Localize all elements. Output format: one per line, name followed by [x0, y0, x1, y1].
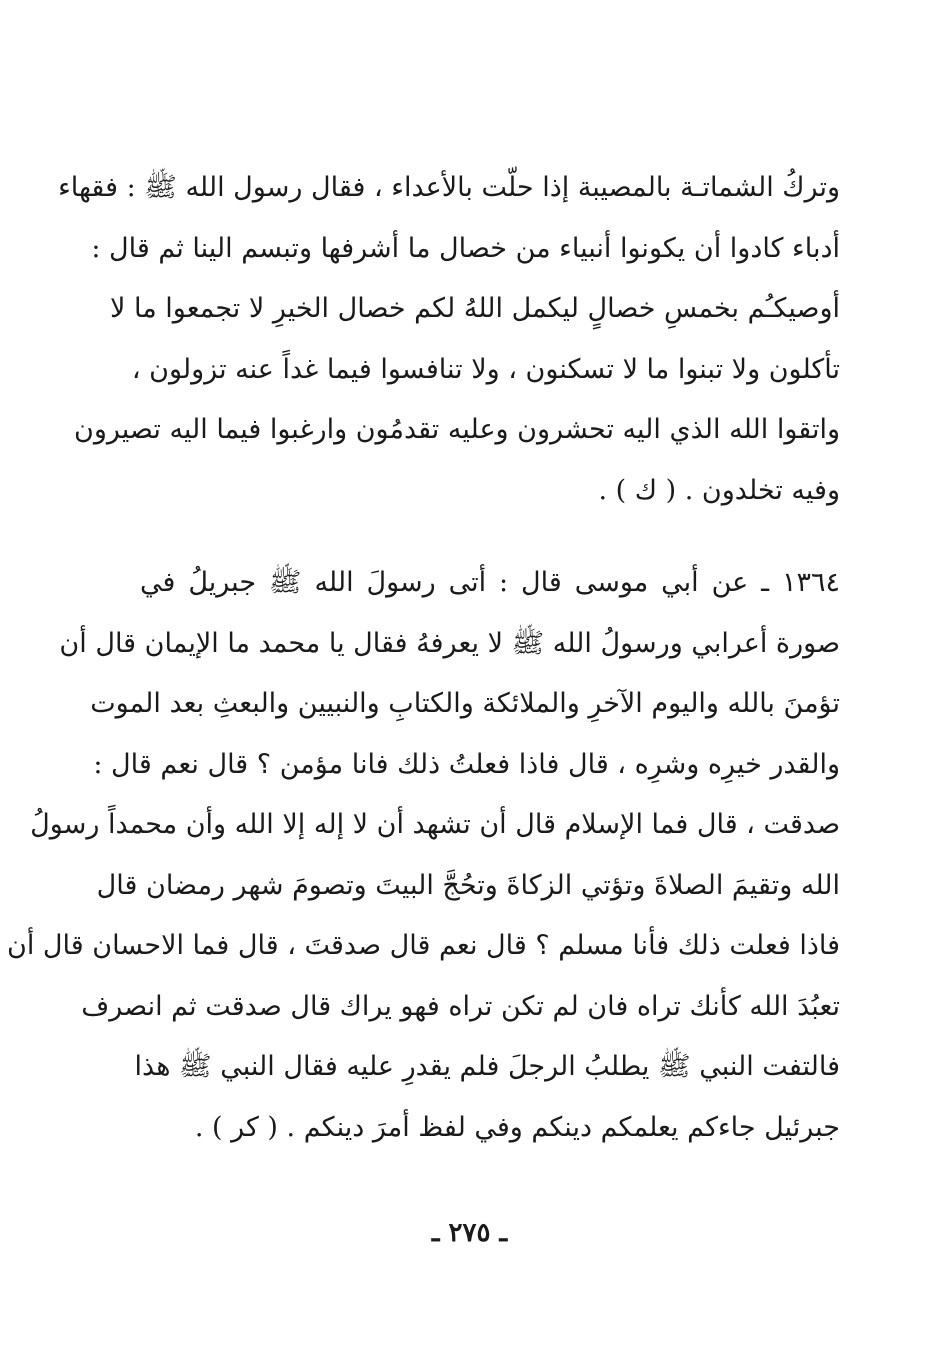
page-number: ـ ٢٧٥ ـ [431, 1218, 508, 1248]
text-line: وتركُ الشماتـة بالمصيبة إذا حلّت بالأعداء ، فقال رسول الله ﷺ : فقهاء [58, 172, 840, 203]
text-line: أدباء كادوا أن يكونوا أنبياء من خصال ما أشرفها وتبسم الينا ثم قال : [91, 232, 840, 264]
hadith-1364 [7, 553, 840, 1158]
text-line: فالتفت النبي ﷺ يطلبُ الرجلَ فلم يقدرِ عليه فقال النبي ﷺ هذا [134, 1051, 840, 1082]
text-line: صورة أعرابي ورسولُ الله ﷺ لا يعرفهُ فقال يا محمد ما الإيمان قال أن [59, 627, 840, 659]
text-line: تؤمنَ بالله واليوم الآخرِ والملائكة والكتابِ والنبيين والبعثِ بعد الموت [90, 688, 840, 719]
text-line: تعبُدَ الله كأنك تراه فان لم تكن تراه فهو يراك قال صدقت ثم انصرف [81, 990, 840, 1022]
text-line: الله وتقيمَ الصلاةَ وتؤتي الزكاةَ وتحُجَّ البيتَ وتصومَ شهر رمضان قال [96, 869, 840, 901]
text-line: والقدر خيرِه وشرِه ، قال فاذا فعلتُ ذلك فانا مؤمن ؟ قال نعم قال : [93, 748, 840, 780]
text-line: تأكلون ولا تبنوا ما لا تسكنون ، ولا تنافسوا فيما غداً عنه تزولون ، [131, 353, 840, 385]
paragraph-1 [58, 158, 840, 521]
text-line: واتقوا الله الذي اليه تحشرون وعليه تقدمُون وارغبوا فيما اليه تصيرون [74, 414, 840, 445]
text-line: ١٣٦٤ ـ عن أبي موسى قال : أتى رسولَ الله ﷺ جبريلُ في [140, 567, 840, 598]
text-line: فاذا فعلت ذلك فأنا مسلم ؟ قال نعم قال صدقتَ ، قال فما الاحسان قال أن [7, 930, 840, 961]
text-line: وفيه تخلدون . ( ك ) . [598, 474, 840, 506]
text-line: أوصيكـُم بخمسِ خصالٍ ليكمل اللهُ لكم خصال الخيرِ لا تجمعوا ما لا [110, 293, 840, 324]
text-line: صدقت ، قال فما الإسلام قال أن تشهد أن لا إله إلا الله وأن محمداً رسولُ [30, 809, 840, 840]
text-line: جبرئيل جاءكم يعلمكم دينكم وفي لفظ أمرَ دينكم . ( كر ) . [194, 1111, 840, 1143]
